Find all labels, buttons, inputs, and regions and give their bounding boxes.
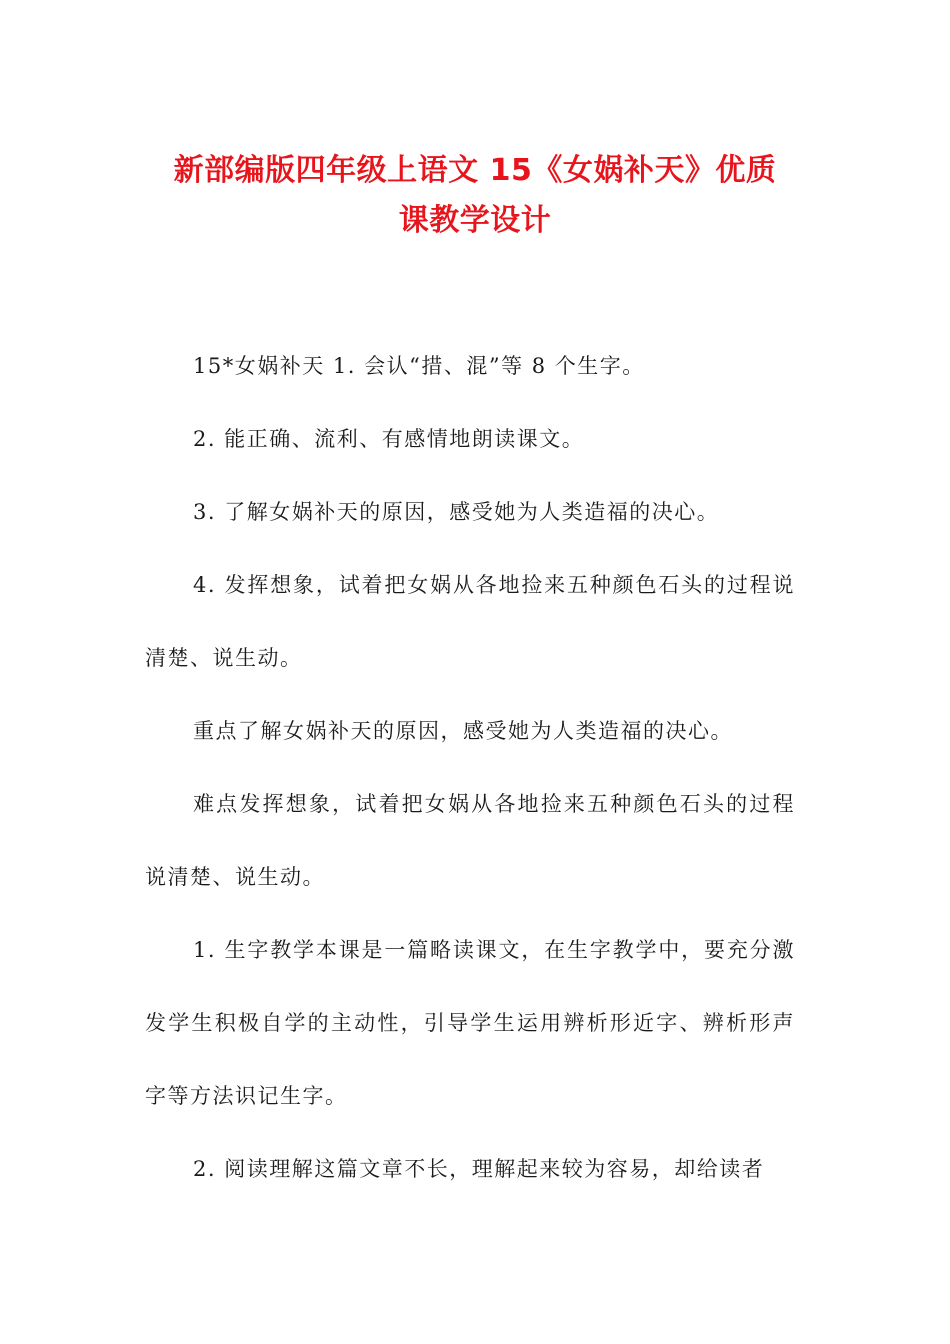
document-body: [145, 330, 795, 1206]
paragraph-goal-1: 15*女娲补天 1. 会认“措、混”等 8 个生字。: [193, 354, 645, 378]
document-title: [120, 146, 830, 246]
paragraph-goal-4: 4. 发挥想象，试着把女娲从各地捡来五种颜色石头的过程说清楚、说生动。: [145, 573, 795, 670]
paragraph-character-teaching: 1. 生字教学本课是一篇略读课文，在生字教学中，要充分激发学生积极自学的主动性，引导学生运用辨析形近字、辨析形声字等方法识记生字。: [145, 938, 795, 1108]
paragraph-reading-comprehension: 2. 阅读理解这篇文章不长，理解起来较为容易，却给读者: [193, 1157, 765, 1181]
paragraph-key-point: 重点了解女娲补天的原因，感受她为人类造福的决心。: [193, 719, 733, 743]
paragraph-difficulty: 难点发挥想象，试着把女娲从各地捡来五种颜色石头的过程说清楚、说生动。: [145, 792, 795, 889]
paragraph-goal-3: 3. 了解女娲补天的原因，感受她为人类造福的决心。: [193, 500, 720, 524]
title-line-2: 课教学设计: [398, 203, 552, 238]
paragraph-goal-2: 2. 能正确、流利、有感情地朗读课文。: [193, 427, 585, 451]
title-line-1: 新部编版四年级上语文 15《女娲补天》优质: [173, 153, 777, 188]
